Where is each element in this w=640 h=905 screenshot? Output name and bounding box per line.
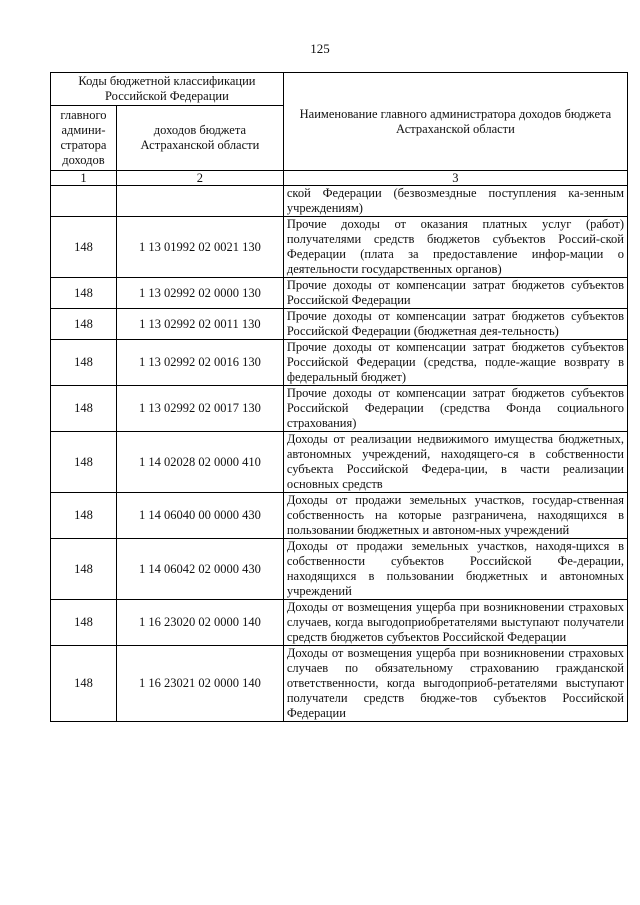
admin-code-cell: 148 xyxy=(51,309,117,340)
revenue-code-cell: 1 13 02992 02 0016 130 xyxy=(116,340,283,386)
table-row xyxy=(51,646,628,722)
admin-code-cell: 148 xyxy=(51,539,117,600)
revenue-name-cell: Доходы от возмещения ущерба при возникновении страховых случаев, когда выгодоприобретателями выступают получатели средств бюджетов субъектов Российской Федерации xyxy=(283,600,627,646)
table-row xyxy=(51,539,628,600)
table-row xyxy=(51,309,628,340)
revenue-code-cell: 1 16 23021 02 0000 140 xyxy=(116,646,283,722)
column-number-2: 2 xyxy=(116,171,283,186)
admin-code-cell: 148 xyxy=(51,600,117,646)
table-body xyxy=(51,186,628,722)
revenue-name-cell: Доходы от реализации недвижимого имущества бюджетных, автономных учреждений, находящего-ся в собственности субъекта Российской Федера-ции, в части реализации основных средств xyxy=(283,432,627,493)
revenue-name-cell: Прочие доходы от компенсации затрат бюджетов субъектов Российской Федерации (средства Фонда социального страхования) xyxy=(283,386,627,432)
budget-classification-table xyxy=(50,72,628,722)
header-budget-codes: Коды бюджетной классификации Российской Федерации xyxy=(51,73,284,106)
table-row xyxy=(51,186,628,217)
header-revenue-code: доходов бюджета Астраханской области xyxy=(116,106,283,171)
admin-code-cell: 148 xyxy=(51,217,117,278)
revenue-code-cell: 1 14 06042 02 0000 430 xyxy=(116,539,283,600)
table-row xyxy=(51,340,628,386)
column-number-1: 1 xyxy=(51,171,117,186)
header-administrator-name: Наименование главного администратора доходов бюджета Астраханской области xyxy=(283,73,627,171)
table-row xyxy=(51,432,628,493)
admin-code-cell: 148 xyxy=(51,386,117,432)
revenue-name-cell: ской Федерации (безвозмездные поступления ка-зенным учреждениям) xyxy=(283,186,627,217)
revenue-name-cell: Доходы от продажи земельных участков, находя-щихся в собственности субъектов Российской Фе-дерации, находящихся в пользовании бюджетных и автономных учреждений xyxy=(283,539,627,600)
column-number-3: 3 xyxy=(283,171,627,186)
header-main-administrator: главного админи-стратора доходов xyxy=(51,106,117,171)
admin-code-cell xyxy=(51,186,117,217)
page-number: 125 xyxy=(310,41,330,56)
revenue-code-cell: 1 13 01992 02 0021 130 xyxy=(116,217,283,278)
revenue-name-cell: Доходы от возмещения ущерба при возникновении страховых случаев по обязательному страхованию гражданской ответственности, когда выгодоприоб-ретателями выступают получатели средств бюдже-тов субъектов Российской Федерации xyxy=(283,646,627,722)
revenue-code-cell: 1 13 02992 02 0017 130 xyxy=(116,386,283,432)
revenue-code-cell: 1 16 23020 02 0000 140 xyxy=(116,600,283,646)
revenue-code-cell: 1 14 02028 02 0000 410 xyxy=(116,432,283,493)
revenue-code-cell: 1 13 02992 02 0011 130 xyxy=(116,309,283,340)
admin-code-cell: 148 xyxy=(51,432,117,493)
table-row xyxy=(51,278,628,309)
revenue-name-cell: Прочие доходы от компенсации затрат бюджетов субъектов Российской Федерации xyxy=(283,278,627,309)
revenue-code-cell: 1 14 06040 00 0000 430 xyxy=(116,493,283,539)
admin-code-cell: 148 xyxy=(51,646,117,722)
admin-code-cell: 148 xyxy=(51,340,117,386)
table-row xyxy=(51,493,628,539)
revenue-name-cell: Прочие доходы от компенсации затрат бюджетов субъектов Российской Федерации (средства, подле-жащие возврату в федеральный бюджет) xyxy=(283,340,627,386)
table-row xyxy=(51,386,628,432)
revenue-name-cell: Прочие доходы от компенсации затрат бюджетов субъектов Российской Федерации (бюджетная дея-тельность) xyxy=(283,309,627,340)
revenue-name-cell: Доходы от продажи земельных участков, государ-ственная собственность на которые разграничена, находящихся в пользовании бюджетных и автоном-ных учреждений xyxy=(283,493,627,539)
admin-code-cell: 148 xyxy=(51,278,117,309)
revenue-code-cell xyxy=(116,186,283,217)
table-row xyxy=(51,600,628,646)
revenue-name-cell: Прочие доходы от оказания платных услуг (работ) получателями средств бюджетов субъектов Россий-ской Федерации (плата за предоставление инфор-мации о деятельности государственных органов) xyxy=(283,217,627,278)
admin-code-cell: 148 xyxy=(51,493,117,539)
table-row xyxy=(51,217,628,278)
revenue-code-cell: 1 13 02992 02 0000 130 xyxy=(116,278,283,309)
